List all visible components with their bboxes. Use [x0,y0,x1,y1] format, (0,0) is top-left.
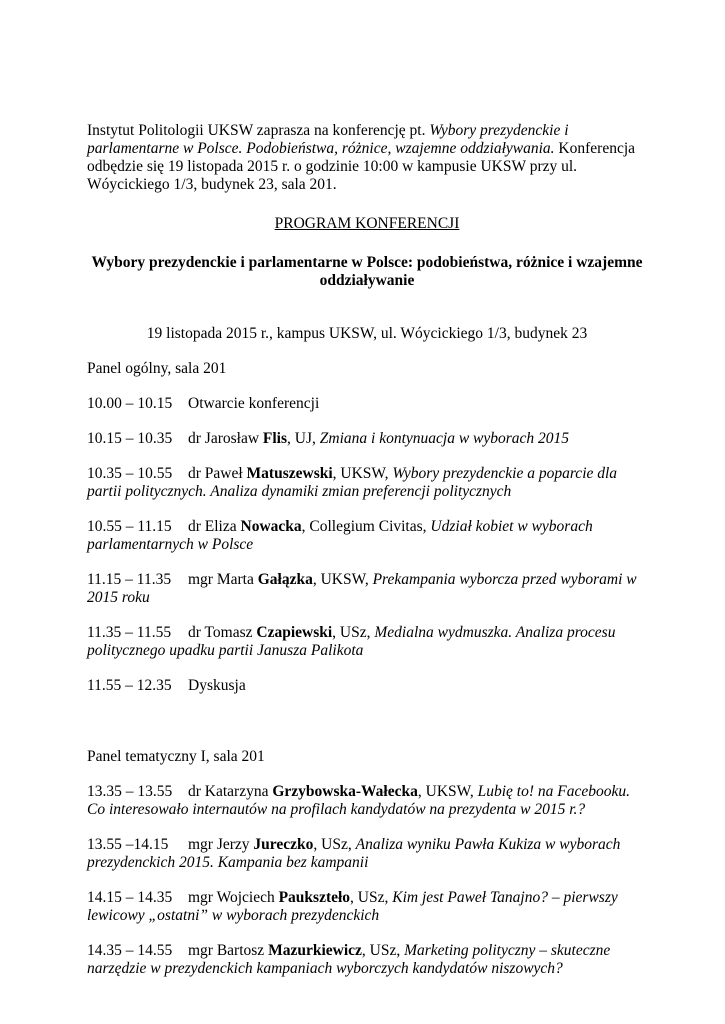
entry-time: 10.15 – 10.35 [87,430,173,447]
entry-text: Otwarcie konferencji [188,395,320,412]
entry-time: 14.35 – 14.55 [87,942,173,959]
schedule-entry [87,836,647,872]
entry-time: 11.35 – 11.55 [87,624,172,641]
schedule-entry [87,518,647,554]
talk-title: Prekampania wyborcza przed wyborami w 2015 roku [87,571,637,606]
talk-title: Analiza wyniku Pawła Kukiza w wyborach prezydenckich 2015. Kampania bez kampanii [87,836,621,871]
speaker-prefix: mgr Jerzy [188,836,254,853]
speaker-surname: Grzybowska-Wałecka [272,783,418,800]
speaker-surname: Matuszewski [246,465,333,482]
speaker-affiliation: , USz, [361,942,405,959]
entry-time: 10.35 – 10.55 [87,465,173,482]
speaker-prefix: dr Jarosław [188,430,263,447]
intro-lead: Instytut Politologii UKSW zaprasza na konferencję pt. [87,122,430,139]
document-page [87,122,647,978]
speaker-affiliation: , UKSW, [312,571,373,588]
conference-dateline: 19 listopada 2015 r., kampus UKSW, ul. Wóycickiego 1/3, budynek 23 [146,325,588,342]
speaker-prefix: mgr Bartosz [188,942,269,959]
speaker-affiliation: , USz, [313,836,356,853]
speaker-prefix: dr Katarzyna [188,783,273,800]
schedule-entry [87,677,647,695]
entry-time: 10.55 – 11.15 [87,518,172,535]
schedule-entry [87,571,647,607]
intro-details: Konferencja odbędzie się 19 listopada 2015 r. o godzinie 10:00 w kampusie UKSW przy ul. Wóycickiego 1/3, budynek 23, sala 201. [87,140,636,193]
speaker-prefix: mgr Wojciech [188,889,279,906]
panel-general-heading: Panel ogólny, sala 201 [87,360,227,377]
entry-time: 14.15 – 14.35 [87,889,173,906]
speaker-surname: Flis [262,430,288,447]
talk-title: Marketing polityczny – skuteczne narzędzie w prezydenckich kampaniach wyborczych kandydatów niszowych? [87,942,611,977]
entry-time: 13.35 – 13.55 [87,783,173,800]
speaker-affiliation: , UJ, [287,430,320,447]
intro-paragraph [87,122,647,194]
speaker-prefix: dr Tomasz [188,624,257,641]
speaker-surname: Gałązka [257,571,313,588]
speaker-surname: Paukszteło [278,889,351,906]
speaker-surname: Nowacka [240,518,302,535]
speaker-surname: Czapiewski [256,624,333,641]
talk-title: Wybory prezydenckie a poparcie dla partii politycznych. Analiza dynamiki zmian preferencji politycznych [87,465,618,500]
speaker-affiliation: , UKSW, [417,783,478,800]
intro-conference-title: Wybory prezydenckie i parlamentarne w Polsce. Podobieństwa, różnice, wzajemne oddziaływania. [87,122,569,157]
speaker-affiliation: , USz, [350,889,393,906]
schedule-entry [87,624,647,660]
panel-thematic-heading: Panel tematyczny I, sala 201 [87,748,265,765]
speaker-affiliation: , UKSW, [332,465,393,482]
speaker-prefix: dr Eliza [188,518,241,535]
talk-title: Medialna wydmuszka. Analiza procesu politycznego upadku partii Janusza Palikota [87,624,616,659]
talk-title: Zmiana i kontynuacja w wyborach 2015 [319,430,570,447]
schedule-entry [87,395,647,413]
entry-time: 13.55 –14.15 [87,836,169,853]
talk-title: Udział kobiet w wyborach parlamentarnych w Polsce [87,518,593,553]
schedule-entry [87,430,647,448]
speaker-prefix: mgr Marta [188,571,258,588]
talk-title: Lubię to! na Facebooku. Co interesowało internautów na profilach kandydatów na prezydenta w 2015 r.? [87,783,630,818]
talk-title: Kim jest Paweł Tanajno? – pierwszy lewicowy „ostatni” w wyborach prezydenckich [87,889,618,924]
entry-text: Dyskusja [188,677,246,694]
speaker-affiliation: , USz, [332,624,375,641]
entry-time: 11.55 – 12.35 [87,677,172,694]
entry-time: 10.00 – 10.15 [87,395,173,412]
schedule-entry [87,889,647,925]
entry-time: 11.15 – 11.35 [87,571,172,588]
speaker-affiliation: , Collegium Civitas, [301,518,431,535]
schedule-entry [87,465,647,501]
program-header: PROGRAM KONFERENCJI [274,215,460,232]
speaker-surname: Mazurkiewicz [268,942,362,959]
schedule-entry [87,783,647,819]
conference-title: Wybory prezydenckie i parlamentarne w Polsce: podobieństwa, różnice i wzajemne oddziaływanie [91,254,643,289]
speaker-prefix: dr Paweł [188,465,247,482]
speaker-surname: Jureczko [253,836,314,853]
schedule-entry [87,942,647,978]
